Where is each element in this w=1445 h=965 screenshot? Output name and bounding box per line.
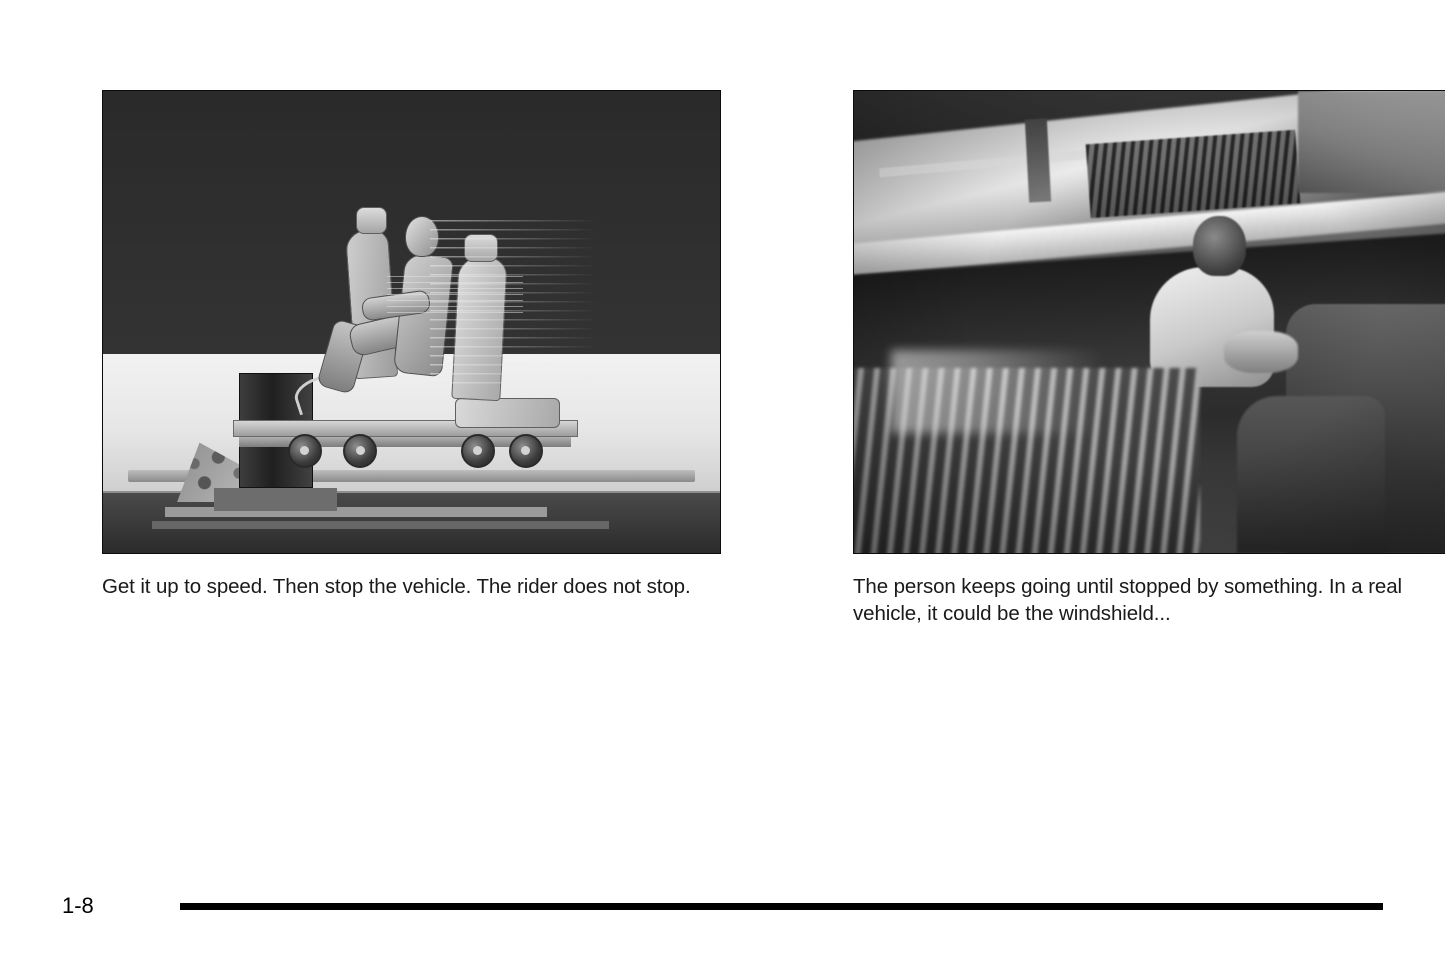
wheel-hub [300, 446, 309, 455]
illustration-sled-wheel [509, 434, 543, 468]
occupant-photo [853, 90, 1445, 554]
illustration-head-restraint-rear [356, 207, 387, 235]
figure-caption-occupant-photo: The person keeps going until stopped by something. In a real vehicle, it could be the windshield... [853, 575, 1402, 626]
illustration-motion-lines-secondary [387, 276, 523, 313]
page-footer [62, 891, 1383, 921]
footer-rule [180, 903, 1383, 910]
figure-occupant-photo [853, 90, 1445, 628]
sled-illustration-art [103, 91, 720, 553]
page-number: 1-8 [62, 893, 94, 918]
illustration-sled-wheel [461, 434, 495, 468]
illustration-sled-wheel [343, 434, 377, 468]
wheel-hub [356, 446, 365, 455]
occupant-photo-art [854, 91, 1445, 553]
illustration-sled-wheel [288, 434, 322, 468]
figure-row [62, 74, 1402, 644]
illustration-barrier-base [214, 488, 337, 511]
illustration-track-shadow [152, 521, 609, 529]
wheel-hub [473, 446, 482, 455]
wheel-hub [521, 446, 530, 455]
sled-test-illustration [102, 90, 721, 554]
figure-caption-sled-test: Get it up to speed. Then stop the vehicle. The rider does not stop. [102, 575, 691, 598]
photo-vignette [854, 91, 1445, 553]
figure-sled-test [102, 90, 721, 628]
illustration-seat-cushion [455, 398, 560, 428]
